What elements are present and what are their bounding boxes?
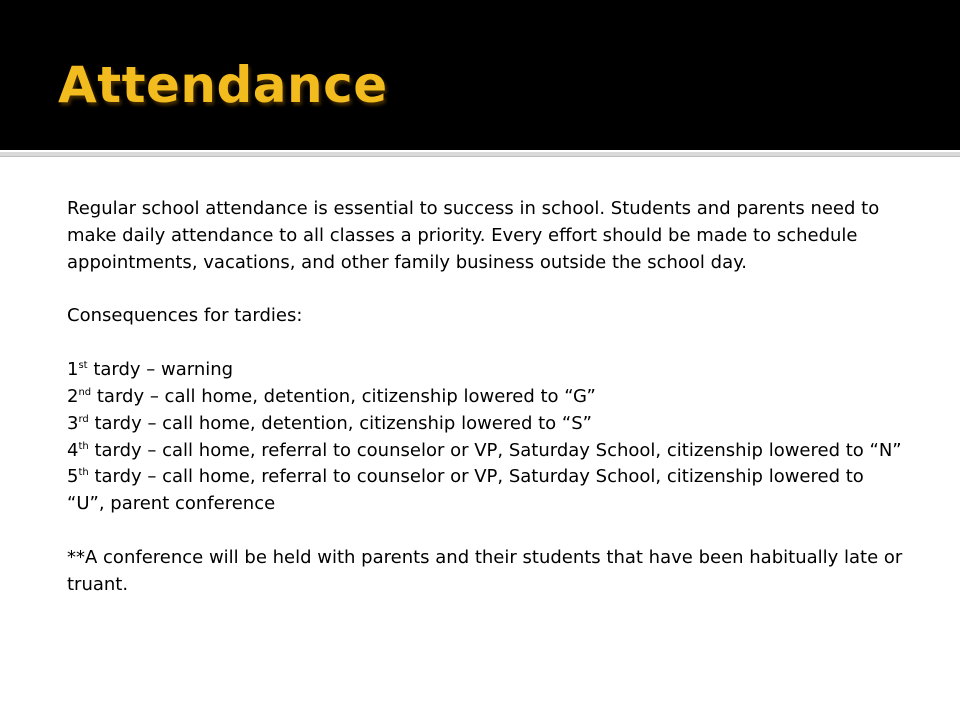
tardy-number: 5 (67, 466, 79, 488)
tardy-consequence: tardy – call home, detention, citizenship lowered to “G” (91, 385, 596, 407)
tardy-ordinal-suffix: nd (78, 386, 92, 398)
tardy-item-4 (67, 438, 907, 465)
tardy-consequence: tardy – call home, referral to counselor or VP, Saturday School, citizenship lowered to “U”, parent conference (67, 466, 864, 515)
intro-paragraph: Regular school attendance is essential to success in school. Students and parents need to make daily attendance to all classes a priority. Every effort should be made to schedule appointments, vacations, and other family business outside the school day. (67, 198, 880, 273)
tardy-list (67, 357, 907, 518)
tardy-ordinal-suffix: st (78, 360, 88, 372)
tardy-number: 2 (67, 385, 79, 407)
tardy-consequence: tardy – warning (87, 359, 234, 381)
tardy-number: 3 (67, 412, 79, 434)
consequences-heading: Consequences for tardies: (67, 305, 303, 327)
tardy-number: 1 (67, 359, 79, 381)
slide-body (67, 196, 907, 599)
title-bar (0, 0, 960, 150)
tardy-item-5 (67, 464, 907, 518)
spacer (67, 518, 907, 545)
tardy-ordinal-suffix: th (78, 467, 89, 479)
tardy-number: 4 (67, 439, 79, 461)
conference-note: **A conference will be held with parents and their students that have been habitually late or truant. (67, 546, 903, 595)
tardy-ordinal-suffix: th (78, 440, 89, 452)
tardy-consequence: tardy – call home, referral to counselor or VP, Saturday School, citizenship lowered to “N” (88, 439, 902, 461)
tardy-consequence: tardy – call home, detention, citizenship lowered to “S” (88, 412, 592, 434)
spacer (67, 330, 907, 357)
tardy-ordinal-suffix: rd (78, 413, 89, 425)
spacer (67, 276, 907, 303)
title-divider (0, 152, 960, 157)
slide-title: Attendance (58, 56, 388, 114)
tardy-item-2 (67, 384, 907, 411)
tardy-item-3 (67, 411, 907, 438)
tardy-item-1 (67, 357, 907, 384)
